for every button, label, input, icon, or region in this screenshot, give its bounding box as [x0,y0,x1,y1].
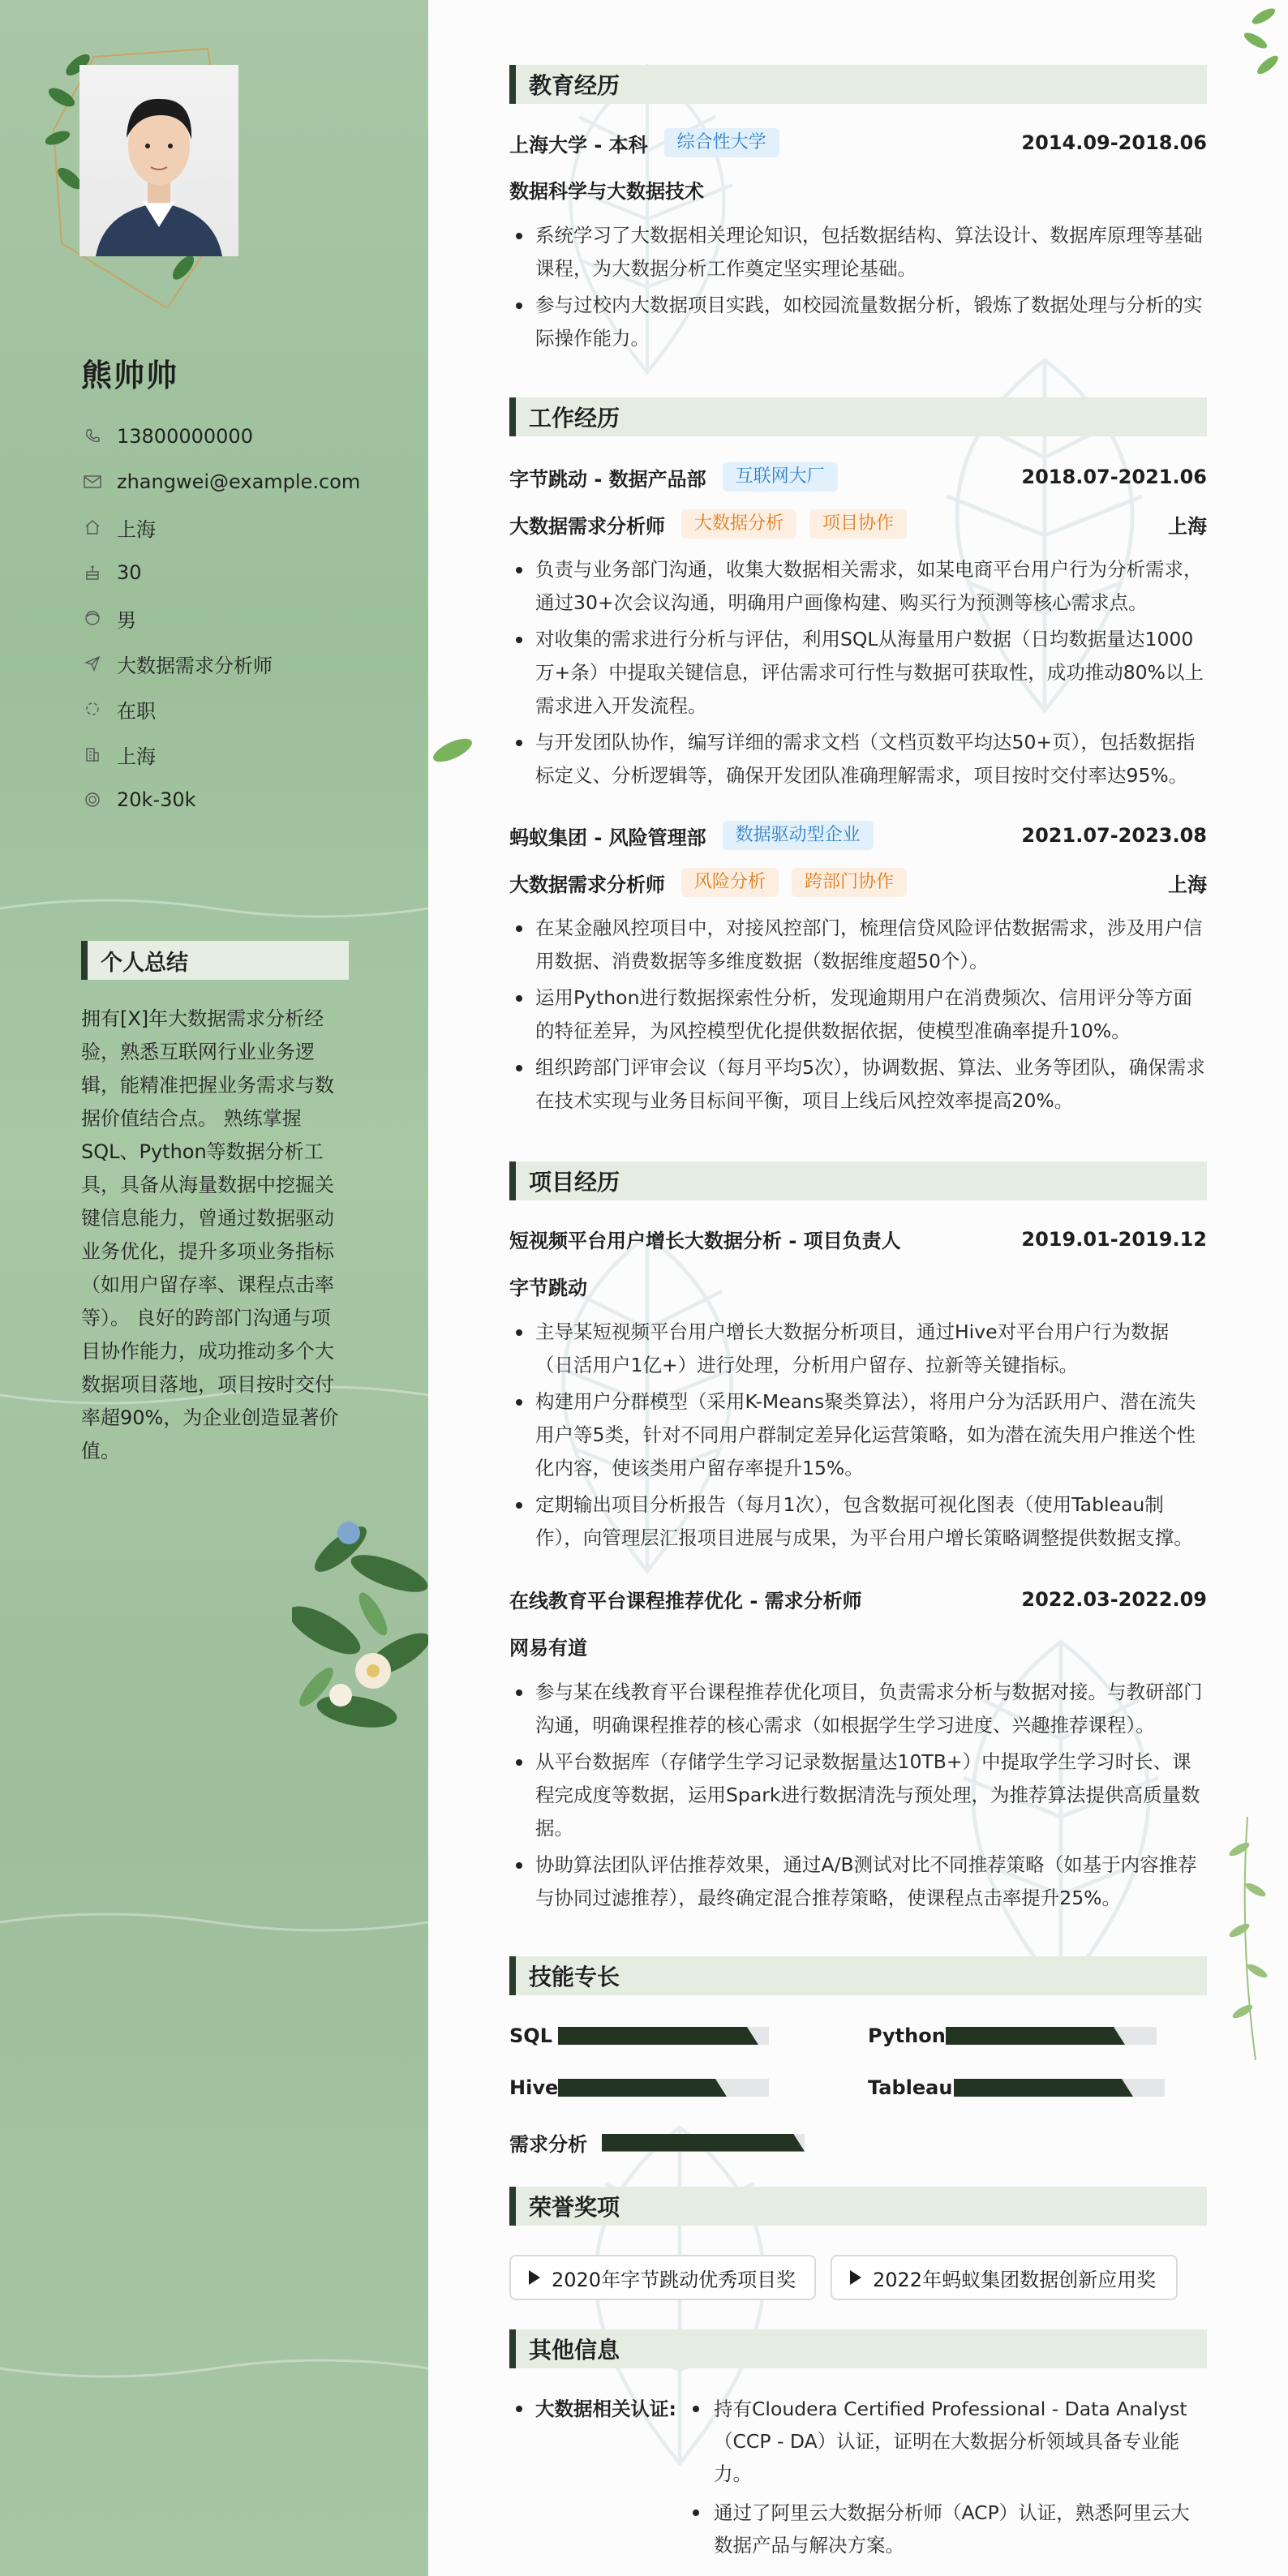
skill-bar [946,2027,1157,2045]
job-company: 蚂蚁集团 - 风险管理部 [509,826,706,849]
job-date: 2021.07-2023.08 [1021,824,1207,847]
list-item: 对收集的需求进行分析与评估，利用SQL从海量用户数据（日均数据量达1000万+条）中提取关键信息，评估需求可行性与数据可获取性，成功推动80%以上需求进入开发流程。 [509,623,1207,723]
water-wave-decoration [0,2352,428,2385]
summary-heading: 个人总结 [81,941,349,980]
list-item: 负责与业务部门沟通，收集大数据相关需求，如某电商平台用户行为分析需求，通过30+次会议沟通，明确用户画像构建、购买行为预测等核心需求点。 [509,553,1207,620]
list-item: 在某金融风控项目中，对接风控部门，梳理信贷风险评估数据需求，涉及用户信用数据、消费数据等多维度数据（数据维度超50个）。 [509,912,1207,978]
status-text: 在职 [117,699,156,723]
skill-name: Python [868,2024,946,2047]
skill-bar-fill [946,2027,1125,2045]
job-bullets [509,553,1207,796]
skill-name: 需求分析 [509,2133,587,2156]
award-text: 2022年蚂蚁集团数据创新应用奖 [873,2268,1157,2291]
project-org: 字节跳动 [509,1277,587,1299]
job-title: 大数据需求分析师 [509,514,665,538]
school-tag: 综合性大学 [664,128,779,157]
education-major: 数据科学与大数据技术 [509,180,704,203]
work-heading: 工作经历 [509,397,1207,436]
education-heading: 教育经历 [509,65,1207,104]
play-icon [850,2270,861,2285]
location-text: 上海 [117,517,156,541]
project-name: 短视频平台用户增长大数据分析 - 项目负责人 [509,1230,901,1252]
project-bullets [509,1676,1207,1918]
list-item: 组织跨部门评审会议（每月平均5次），协调数据、算法、业务等团队，确保需求在技术实现与业务目标间平衡，项目上线后风控效率提高20%。 [509,1051,1207,1118]
skill-tag: 跨部门协作 [792,868,907,897]
project-org: 网易有道 [509,1637,587,1659]
vine-decoration [1231,0,1288,97]
job-city: 上海 [1168,873,1207,896]
list-item: 通过了阿里云大数据分析师（ACP）认证，熟悉阿里云大数据产品与解决方案。 [689,2497,1192,2561]
skill-tag: 风险分析 [681,868,779,897]
email-text: zhangwei@example.com [117,470,361,493]
skill-bar-fill [954,2079,1133,2097]
skill-tag: 大数据分析 [681,509,796,539]
info-position [81,641,406,686]
gender-text: 男 [117,608,136,632]
job-header-row [509,821,1207,850]
list-item: 运用Python进行数据探索性分析，发现逾期用户在消费频次、信用评分等方面的特征差异，为风控模型优化提供数据依据，使模型准确率提升10%。 [509,981,1207,1048]
info-target-city [81,732,406,777]
project-date: 2019.01-2019.12 [1021,1227,1207,1251]
list-item: 持有Cloudera Certified Professional - Data Analyst（CCP - DA）认证，证明在大数据分析领域具备专业能力。 [689,2393,1192,2490]
leaf-decoration [428,730,477,771]
info-phone [81,414,406,459]
award-text: 2020年字节跳动优秀项目奖 [552,2268,796,2291]
education-date: 2014.09-2018.06 [1021,131,1207,154]
job-date: 2018.07-2021.06 [1021,466,1207,488]
skill-bar [954,2079,1165,2097]
building-icon [81,743,104,766]
bullet-dot [516,2406,522,2412]
skill-sql [509,2024,769,2047]
job-header-row [509,462,1207,492]
project-date: 2022.03-2022.09 [1021,1587,1207,1611]
list-item: 定期输出项目分析报告（每月1次），包含数据可视化图表（使用Tableau制作），向管理层汇报项目进展与成果，为平台用户增长策略调整提供数据支撑。 [509,1488,1207,1555]
target-city-text: 上海 [117,745,156,768]
job-title-row [509,509,1207,539]
award-item [831,2255,1178,2300]
job-company: 字节跳动 - 数据产品部 [509,467,706,491]
job-bullets [509,912,1207,1121]
skill-bar-fill [558,2027,758,2045]
water-wave-decoration [0,892,428,925]
list-item: 主导某短视频平台用户增长大数据分析项目，通过Hive对平台用户行为数据（日活用户1亿+）进行处理，分析用户留存、拉新等关键指标。 [509,1316,1207,1382]
summary-text: 拥有[X]年大数据需求分析经验，熟悉互联网行业业务逻辑，能精准把握业务需求与数据价值结合点。 熟练掌握SQL、Python等数据分析工具，具备从海量数据中挖掘关键信息能力，曾通过数据驱动业务优化，提升多项业务指标（如用户留存率、课程点击率等）。 良好的跨部门沟通与项目协作能力，成功推动多个大数据项目落地，项目按时交付率超90%，为企业创造显著价值。 [81,1007,339,1462]
info-salary [81,777,406,822]
skill-tag: 项目协作 [809,509,907,539]
education-header-row [509,128,1207,157]
info-email [81,459,406,504]
mail-icon [81,470,104,493]
education-bullets [509,219,1207,358]
school-name: 上海大学 - 本科 [509,133,648,157]
info-location [81,504,406,550]
skill-requirement-analysis [509,2128,805,2157]
company-tag: 数据驱动型企业 [723,821,874,850]
skill-name: Tableau [868,2076,953,2099]
job-title: 大数据需求分析师 [509,873,665,896]
awards-heading: 荣誉奖项 [509,2187,1207,2226]
certification-label: 大数据相关认证: [535,2398,676,2420]
job-title-row [509,868,1207,897]
list-item: 从平台数据库（存储学生学习记录数据量达10TB+）中提取学生学习时长、课程完成度等数据，运用Spark进行数据清洗与预处理，为推荐算法提供高质量数据。 [509,1745,1207,1845]
salary-text: 20k-30k [117,788,196,811]
skill-name: Hive [509,2076,559,2099]
project-header-row [509,1225,1207,1253]
project-org-row [509,1632,1207,1660]
skill-hive [509,2076,769,2099]
list-item: 参与过校内大数据项目实践，如校园流量数据分析，锻炼了数据处理与分析的实际操作能力。 [509,289,1207,355]
list-item: 协助算法团队评估推荐效果，通过A/B测试对比不同推荐策略（如基于内容推荐与协同过滤推荐），最终确定混合推荐策略，使课程点击率提升25%。 [509,1848,1207,1915]
home-icon [81,516,104,539]
skill-bar [558,2027,769,2045]
other-heading: 其他信息 [509,2329,1207,2368]
water-wave-decoration [0,1906,428,1938]
sidebar [0,0,428,2576]
projects-heading: 项目经历 [509,1161,1207,1200]
user-icon [81,607,104,629]
flowers-decoration [292,1501,428,1768]
project-header-row [509,1585,1207,1613]
list-item: 与开发团队协作，编写详细的需求文档（文档页数平均达50+页），包括数据指标定义、分析逻辑等，确保开发团队准确理解需求，项目按时交付率达95%。 [509,726,1207,792]
job-city: 上海 [1168,514,1207,538]
candidate-name: 熊帅帅 [81,358,179,393]
status-icon [81,698,104,720]
list-item: 系统学习了大数据相关理论知识，包括数据结构、算法设计、数据库原理等基础课程，为大数据分析工作奠定坚实理论基础。 [509,219,1207,286]
info-age [81,550,406,595]
skills-heading: 技能专长 [509,1956,1207,1995]
send-icon [81,652,104,675]
coin-icon [81,788,104,811]
avatar [79,65,238,256]
skill-bar-fill [602,2134,805,2152]
age-text: 30 [117,561,142,584]
project-org-row [509,1272,1207,1300]
certification-list [689,2393,1192,2568]
project-name: 在线教育平台课程推荐优化 - 需求分析师 [509,1590,862,1612]
award-item [509,2255,816,2300]
list-item: 参与某在线教育平台课程推荐优化项目，负责需求分析与数据对接。与教研部门沟通，明确课程推荐的核心需求（如根据学生学习进度、兴趣推荐课程）。 [509,1676,1207,1742]
skill-bar [602,2134,805,2152]
skill-bar-fill [558,2079,727,2097]
contact-info-list [81,414,406,822]
company-tag: 互联网大厂 [723,462,838,492]
skill-python [868,2024,1157,2047]
info-gender [81,595,406,641]
list-item: 构建用户分群模型（采用K-Means聚类算法），将用户分为活跃用户、潜在流失用户等5类，针对不同用户群制定差异化运营策略，如为潜在流失用户推送个性化内容，使该类用户留存率提升15%。 [509,1385,1207,1485]
cake-icon [81,561,104,584]
phone-icon [81,425,104,448]
phone-text: 13800000000 [117,425,253,448]
vine-decoration [1207,1817,1280,2060]
skill-bar [558,2079,769,2097]
play-icon [529,2270,540,2285]
info-status [81,686,406,732]
skill-name: SQL [509,2024,552,2047]
project-bullets [509,1316,1207,1558]
education-major-row [509,175,1207,204]
position-text: 大数据需求分析师 [117,654,273,677]
skill-tableau [868,2076,1165,2099]
